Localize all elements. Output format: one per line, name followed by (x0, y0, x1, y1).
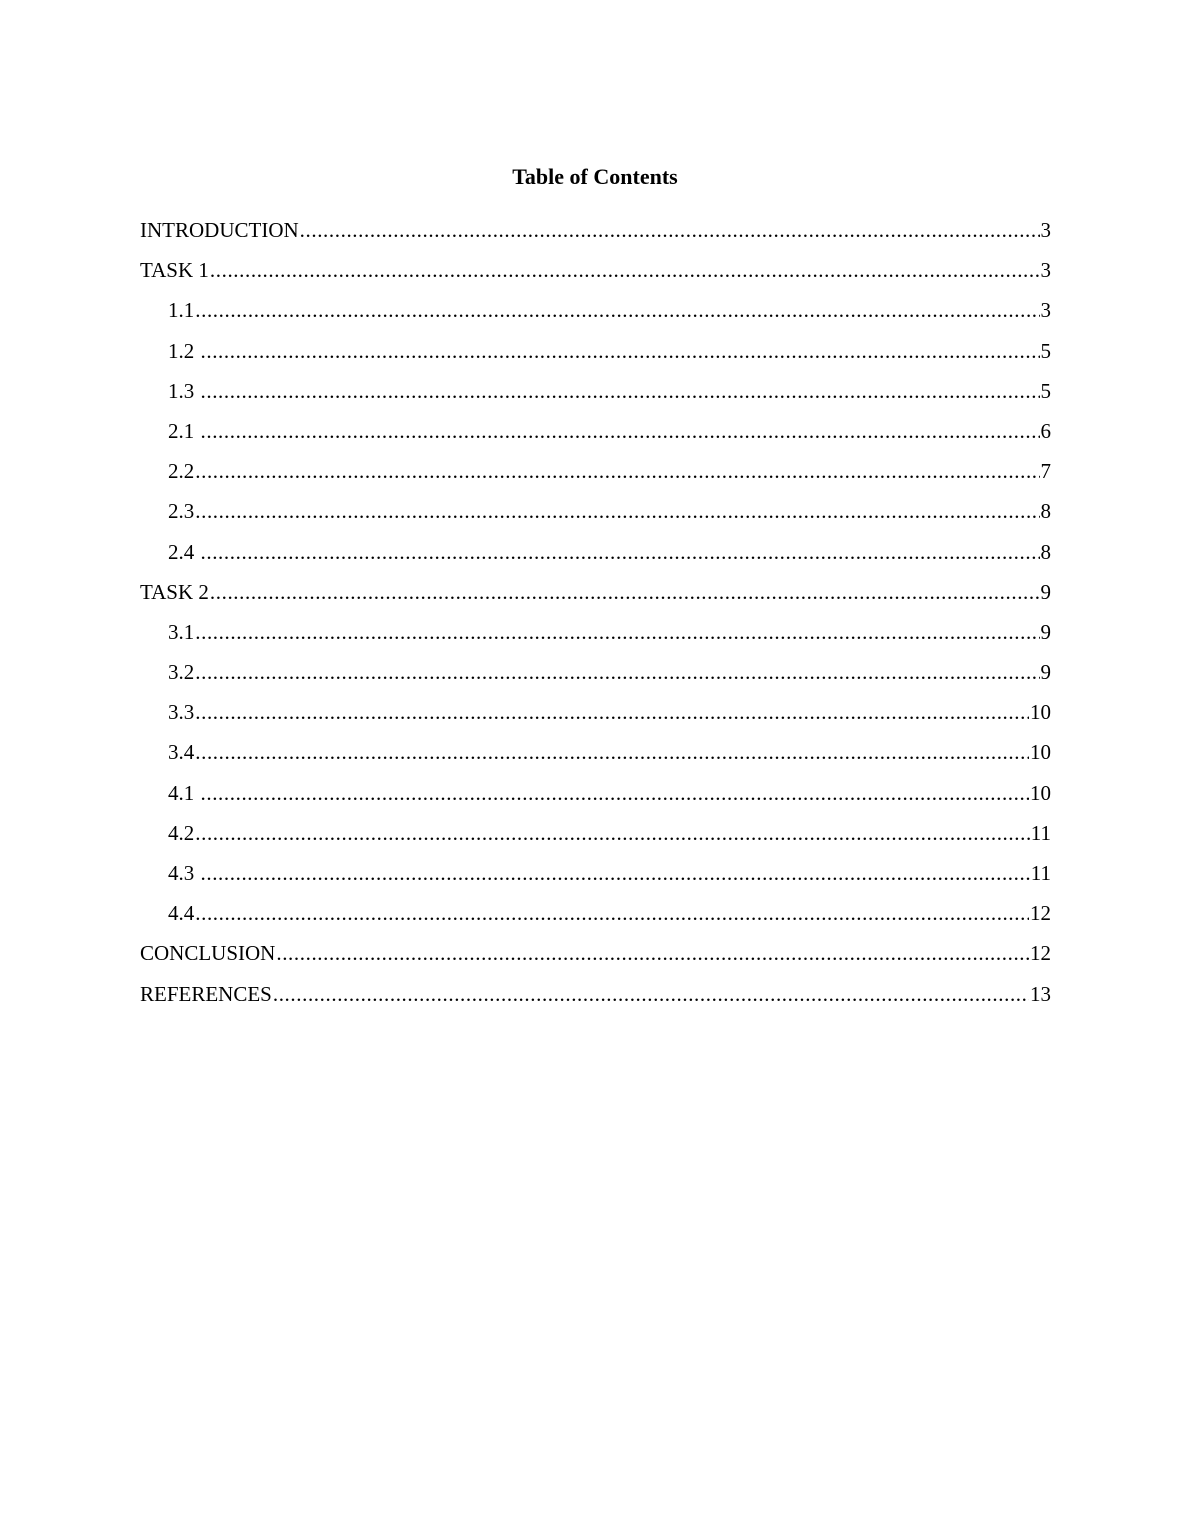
toc-entry[interactable] (140, 337, 1051, 377)
toc-entry-page-number: 5 (1040, 338, 1051, 363)
toc-entry-page-number: 6 (1040, 418, 1051, 443)
toc-entry-page-number: 11 (1030, 820, 1051, 845)
toc-entry-label: TASK 1 (140, 258, 209, 283)
toc-entry-label: 3.4 (168, 740, 195, 765)
toc-dot-leader (195, 497, 1039, 525)
toc-entry-page-number: 11 (1030, 861, 1051, 885)
toc-entry[interactable] (140, 538, 1051, 578)
table-of-contents (140, 216, 1051, 1020)
toc-dot-leader (201, 779, 1030, 807)
toc-dot-leader (276, 939, 1029, 967)
toc-entry[interactable] (140, 457, 1051, 497)
toc-dot-leader (273, 980, 1029, 1008)
toc-entry-page-number: 10 (1030, 700, 1051, 725)
toc-entry-label: REFERENCES (140, 981, 272, 1006)
toc-entry-page-number: 9 (1040, 660, 1051, 685)
toc-dot-leader (195, 899, 1029, 927)
toc-entry-page-number: 9 (1040, 579, 1051, 604)
toc-entry[interactable] (140, 980, 1051, 1020)
toc-dot-leader (300, 216, 1040, 244)
toc-entry-page-number: 5 (1040, 378, 1051, 403)
toc-dot-leader (195, 819, 1030, 847)
toc-entry[interactable] (140, 939, 1051, 979)
toc-entry[interactable] (140, 377, 1051, 417)
toc-entry-label: 1.1 (168, 298, 195, 323)
toc-entry[interactable] (140, 497, 1051, 537)
toc-entry-page-number: 8 (1040, 539, 1051, 564)
toc-entry-label: 1.3 (168, 378, 200, 403)
toc-entry-label: 2.2 (168, 459, 195, 484)
toc-entry-page-number: 13 (1030, 981, 1051, 1006)
toc-entry-label: TASK 2 (140, 579, 209, 604)
toc-entry-label: 1.2 (168, 338, 200, 363)
toc-entry[interactable] (140, 698, 1051, 738)
toc-entry-page-number: 12 (1030, 901, 1051, 926)
toc-dot-leader (201, 538, 1040, 566)
toc-entry[interactable] (140, 578, 1051, 618)
toc-entry-label: 3.1 (168, 619, 195, 644)
toc-entry-label: 2.1 (168, 418, 200, 443)
toc-entry-label: INTRODUCTION (140, 218, 299, 242)
toc-dot-leader (210, 578, 1040, 606)
toc-entry[interactable] (140, 738, 1051, 778)
toc-entry-page-number: 8 (1040, 499, 1051, 524)
toc-entry-label: 3.3 (168, 700, 195, 725)
toc-entry[interactable] (140, 658, 1051, 698)
toc-dot-leader (195, 296, 1039, 324)
toc-dot-leader (201, 337, 1040, 365)
toc-title: Table of Contents (512, 164, 678, 189)
toc-entry-label: 4.4 (168, 901, 195, 926)
toc-dot-leader (195, 738, 1029, 766)
toc-entry-page-number: 10 (1030, 780, 1051, 805)
toc-dot-leader (201, 859, 1030, 887)
toc-entry[interactable] (140, 296, 1051, 336)
toc-entry[interactable] (140, 819, 1051, 859)
toc-entry-label: CONCLUSION (140, 941, 276, 966)
toc-entry-page-number: 3 (1040, 218, 1051, 242)
toc-entry-page-number: 9 (1040, 619, 1051, 644)
toc-dot-leader (201, 377, 1040, 405)
toc-entry-page-number: 3 (1040, 298, 1051, 323)
toc-entry[interactable] (140, 859, 1051, 899)
toc-entry-label: 2.4 (168, 539, 200, 564)
toc-dot-leader (201, 417, 1040, 445)
toc-entry[interactable] (140, 899, 1051, 939)
toc-entry-label: 2.3 (168, 499, 195, 524)
toc-entry-label: 4.1 (168, 780, 200, 805)
toc-entry-page-number: 12 (1030, 941, 1051, 966)
toc-entry-page-number: 3 (1040, 258, 1051, 283)
toc-entry[interactable] (140, 618, 1051, 658)
toc-entry[interactable] (140, 417, 1051, 457)
toc-dot-leader (195, 457, 1039, 485)
toc-entry-page-number: 7 (1040, 459, 1051, 484)
toc-dot-leader (195, 658, 1039, 686)
toc-entry[interactable] (140, 256, 1051, 296)
toc-entry[interactable] (140, 216, 1051, 256)
toc-entry-label: 4.3 (168, 861, 200, 885)
toc-dot-leader (210, 256, 1040, 284)
toc-entry[interactable] (140, 779, 1051, 819)
toc-entry-page-number: 10 (1030, 740, 1051, 765)
toc-entry-label: 3.2 (168, 660, 195, 685)
toc-entry-label: 4.2 (168, 820, 195, 845)
toc-dot-leader (195, 618, 1039, 646)
toc-dot-leader (195, 698, 1029, 726)
